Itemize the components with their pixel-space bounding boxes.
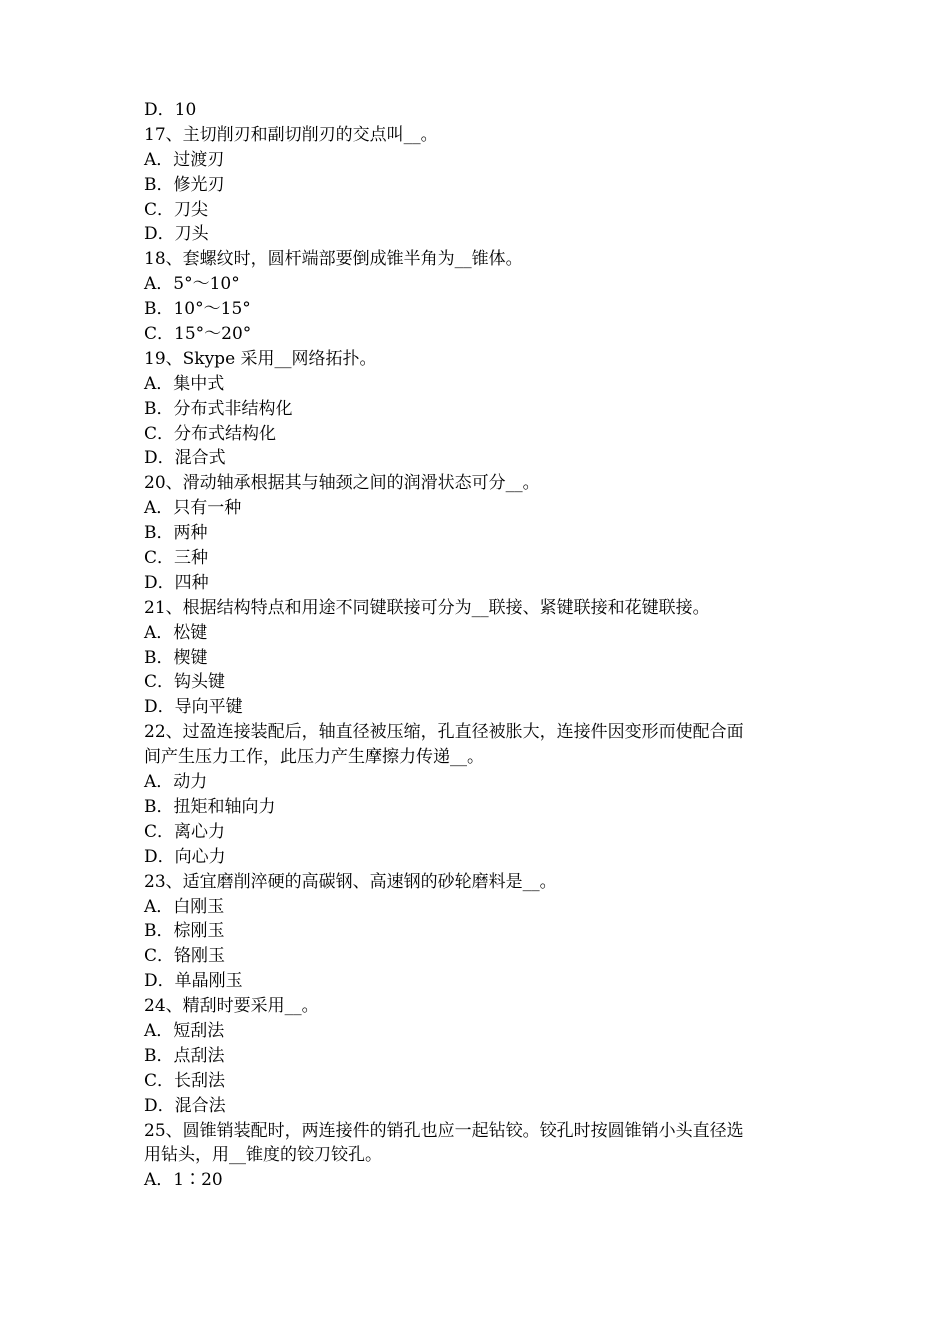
question-25-line-2: 用钻头，用__锥度的铰刀铰孔。 [144,1145,382,1166]
option-21-b: B．楔键 [144,647,208,668]
question-22-line-2: 间产生压力工作，此压力产生摩擦力传递__。 [144,747,484,768]
option-18-c: C．15°～20° [144,324,252,345]
question-17: 17、主切削刃和副切削刃的交点叫__。 [144,124,438,145]
option-24-a: A．短刮法 [144,1020,225,1041]
option-19-c: C．分布式结构化 [144,423,277,444]
question-20: 20、滑动轴承根据其与轴颈之间的润滑状态可分__。 [144,473,540,494]
option-19-b: B．分布式非结构化 [144,398,293,419]
question-25-line-1: 25、圆锥销装配时，两连接件的销孔也应一起钻铰。铰孔时按圆锥销小头直径选 [144,1120,744,1141]
option-18-b: B．10°～15° [144,299,251,320]
option-18-a: A．5°～10° [144,274,240,295]
option-24-b: B．点刮法 [144,1045,225,1066]
option-16-d: D．10 [144,100,197,120]
option-20-d: D．四种 [144,572,209,593]
option-24-d: D．混合法 [144,1095,226,1116]
question-18: 18、套螺纹时，圆杆端部要倒成锥半角为__锥体。 [144,249,523,270]
question-23: 23、适宜磨削淬硬的高碳钢、高速钢的砂轮磨料是__。 [144,871,557,892]
question-19: 19、Skype 采用__网络拓扑。 [144,348,377,369]
document-text [144,98,824,1193]
option-21-c: C．钩头键 [144,672,226,693]
question-22-line-1: 22、过盈连接装配后，轴直径被压缩，孔直径被胀大，连接件因变形而使配合面 [144,722,744,743]
option-23-d: D．单晶刚玉 [144,971,243,992]
option-17-c: C．刀尖 [144,199,209,220]
option-20-c: C．三种 [144,548,209,569]
option-17-b: B．修光刃 [144,174,225,195]
option-17-a: A．过渡刃 [144,149,225,170]
option-22-d: D．向心力 [144,846,226,867]
option-21-d: D．导向平键 [144,697,243,718]
option-22-b: B．扭矩和轴向力 [144,796,276,817]
question-21: 21、根据结构特点和用途不同键联接可分为__联接、紧键联接和花键联接。 [144,597,710,618]
option-17-d: D．刀头 [144,224,209,245]
option-25-a: A．1∶20 [144,1170,223,1191]
option-22-a: A．动力 [144,772,208,793]
option-23-c: C．铬刚玉 [144,946,226,967]
option-19-a: A．集中式 [144,373,225,394]
question-24: 24、精刮时要采用__。 [144,996,319,1017]
option-24-c: C．长刮法 [144,1070,226,1091]
option-22-c: C．离心力 [144,821,226,842]
option-19-d: D．混合式 [144,448,226,469]
option-21-a: A．松键 [144,622,208,643]
option-20-b: B．两种 [144,523,208,544]
option-20-a: A．只有一种 [144,498,242,519]
option-23-b: B．棕刚玉 [144,921,225,942]
option-23-a: A．白刚玉 [144,896,225,917]
